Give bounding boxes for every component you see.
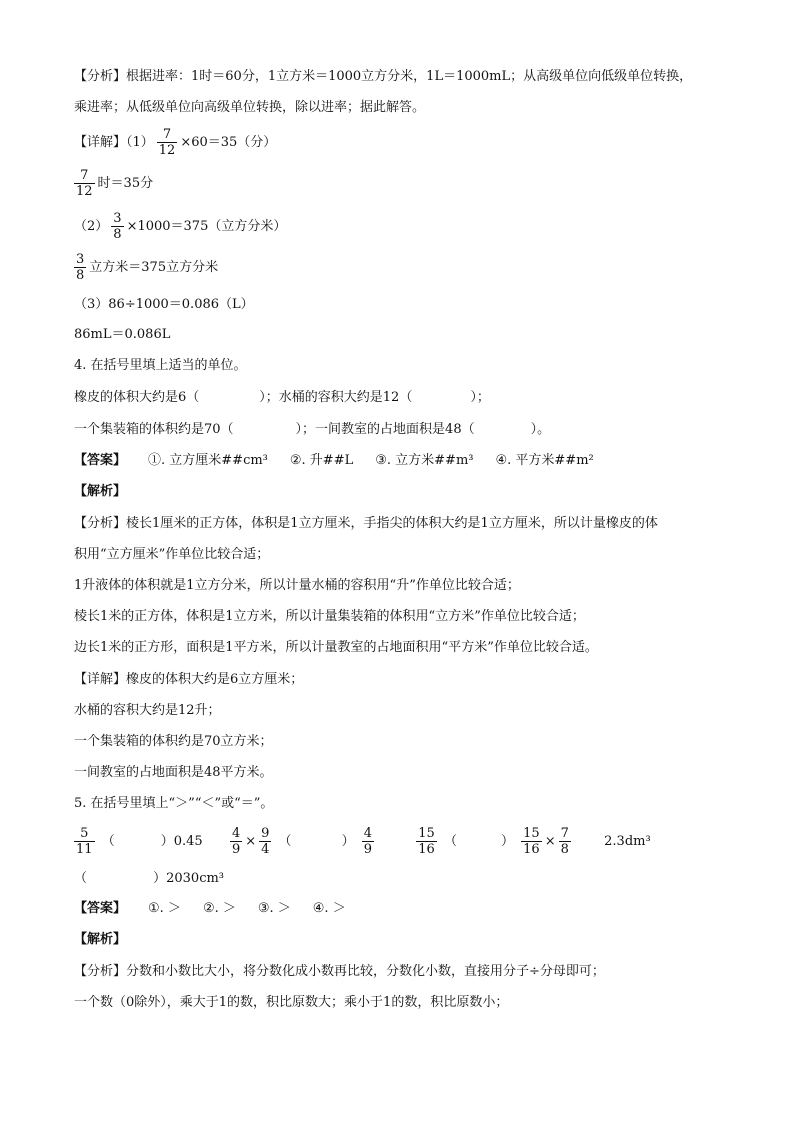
paren: ） (500, 834, 514, 849)
q4-analysis-line-1: 【分析】棱长1厘米的正方体，体积是1立方厘米，手指尖的体积大约是1立方厘米，所以计量橡皮的体 (74, 516, 658, 531)
fraction: $\frac{7}{12}$ (158, 127, 176, 158)
expression: ×60＝35（分） (180, 135, 277, 150)
blank-text: ）； (470, 390, 490, 405)
item-number: （2） (74, 219, 109, 234)
q5-explain-label: 【解析】 (74, 932, 127, 947)
paren: （ (278, 834, 292, 849)
times-sign: × (245, 834, 257, 849)
answer-label: 【答案】 (74, 453, 127, 468)
q4-detail-line-1: 【详解】橡皮的体积大约是6立方厘米； (74, 672, 304, 687)
answer-item: ③. ＞ (257, 901, 291, 916)
blank-text: ）。 (530, 422, 551, 437)
q5-title: 5. 在括号里填上“＞”“＜”或“＝”。 (74, 796, 274, 811)
paren: （ (101, 834, 115, 849)
fraction: $\frac{3}{8}$ (76, 252, 85, 283)
q5-comparisons (74, 826, 651, 857)
q5-answer (74, 900, 346, 918)
q3-detail-2 (74, 211, 286, 242)
q3-detail-3-result: 86mL＝0.086L (74, 327, 171, 342)
q4-explain-label: 【解析】 (74, 484, 127, 499)
q3-detail-1-result (74, 168, 153, 199)
q5-analysis-line-1: 【分析】分数和小数比大小，将分数化成小数再比较，分数化小数，直接用分子÷分母即可； (74, 964, 605, 979)
q3-detail-2-result (74, 252, 218, 283)
q4-detail-line-4: 一间教室的占地面积是48平方米。 (74, 765, 273, 780)
q4-analysis-line-4: 棱长1米的正方体，体积是1立方米，所以计量集装箱的体积用“立方米”作单位比较合适； (74, 609, 585, 624)
expression: ×1000＝375（立方分米） (126, 219, 287, 234)
detail-label: 【详解】（1） (74, 135, 154, 150)
q3-detail-1 (74, 127, 276, 158)
answer-item: ①. 立方厘米##cm³ (148, 453, 268, 468)
fraction: $\frac{15}{16}$ (523, 826, 540, 857)
blank-text: 橡皮的体积大约是6（ (74, 390, 200, 405)
fraction: $\frac{5}{11}$ (76, 826, 93, 857)
answer-item: ②. ＞ (202, 901, 236, 916)
fraction: $\frac{7}{12}$ (76, 168, 93, 199)
answer-item: ①. ＞ (148, 901, 181, 916)
q3-analysis-line-1: 【分析】根据进率：1时＝60分，1立方米＝1000立方分米，1L＝1000mL；从高级单位向低级单位转换， (74, 69, 693, 84)
blank-text: ）；一间教室的占地面积是48（ (295, 422, 475, 437)
times-sign: × (544, 834, 556, 849)
fraction: $\frac{4}{9}$ (363, 826, 372, 857)
fraction: $\frac{15}{16}$ (418, 826, 435, 857)
paren: （ (443, 834, 457, 849)
answer-item: ④. ＞ (312, 901, 346, 916)
fraction: $\frac{3}{8}$ (113, 211, 122, 242)
q4-title: 4. 在括号里填上适当的单位。 (74, 358, 247, 373)
paren: ）0.45 (160, 834, 203, 849)
q3-detail-3: （3）86÷1000＝0.086（L） (74, 297, 254, 312)
result-text: 立方米＝375立方分米 (89, 260, 219, 275)
volume-value: 2.3dm³ (604, 834, 651, 849)
answer-item: ④. 平方米##m² (495, 453, 594, 468)
paren: ） (341, 834, 355, 849)
q3-analysis-line-2: 乘进率；从低级单位向高级单位转换，除以进率；据此解答。 (74, 100, 426, 115)
q5-analysis-line-2: 一个数（0除外），乘大于1的数，积比原数大；乘小于1的数，积比原数小； (74, 995, 509, 1010)
fraction: $\frac{4}{9}$ (231, 826, 241, 857)
fraction: $\frac{7}{8}$ (560, 826, 569, 857)
q4-line-1 (74, 389, 490, 407)
q4-detail-line-2: 水桶的容积大约是12升； (74, 703, 221, 718)
q4-analysis-line-5: 边长1米的正方形，面积是1平方米，所以计量教室的占地面积用“平方米”作单位比较合适。 (74, 640, 598, 655)
answer-item: ③. 立方米##m³ (375, 453, 474, 468)
result-text: 时＝35分 (97, 176, 154, 191)
fraction: $\frac{9}{4}$ (261, 826, 270, 857)
answer-label: 【答案】 (74, 901, 127, 916)
q4-detail-line-3: 一个集装箱的体积约是70立方米； (74, 734, 273, 749)
q4-analysis-line-3: 1升液体的体积就是1立方分米，所以计量水桶的容积用“升”作单位比较合适； (74, 578, 520, 593)
q5-line-2: （ ）2030cm³ (74, 871, 225, 886)
answer-item: ②. 升##L (289, 453, 354, 468)
q4-answer (74, 452, 594, 470)
blank-text: 一个集装箱的体积约是70（ (74, 422, 234, 437)
q4-line-2 (74, 421, 550, 439)
q4-analysis-line-2: 积用“立方厘米”作单位比较合适； (74, 547, 270, 562)
blank-text: ）；水桶的容积大约是12（ (259, 390, 413, 405)
